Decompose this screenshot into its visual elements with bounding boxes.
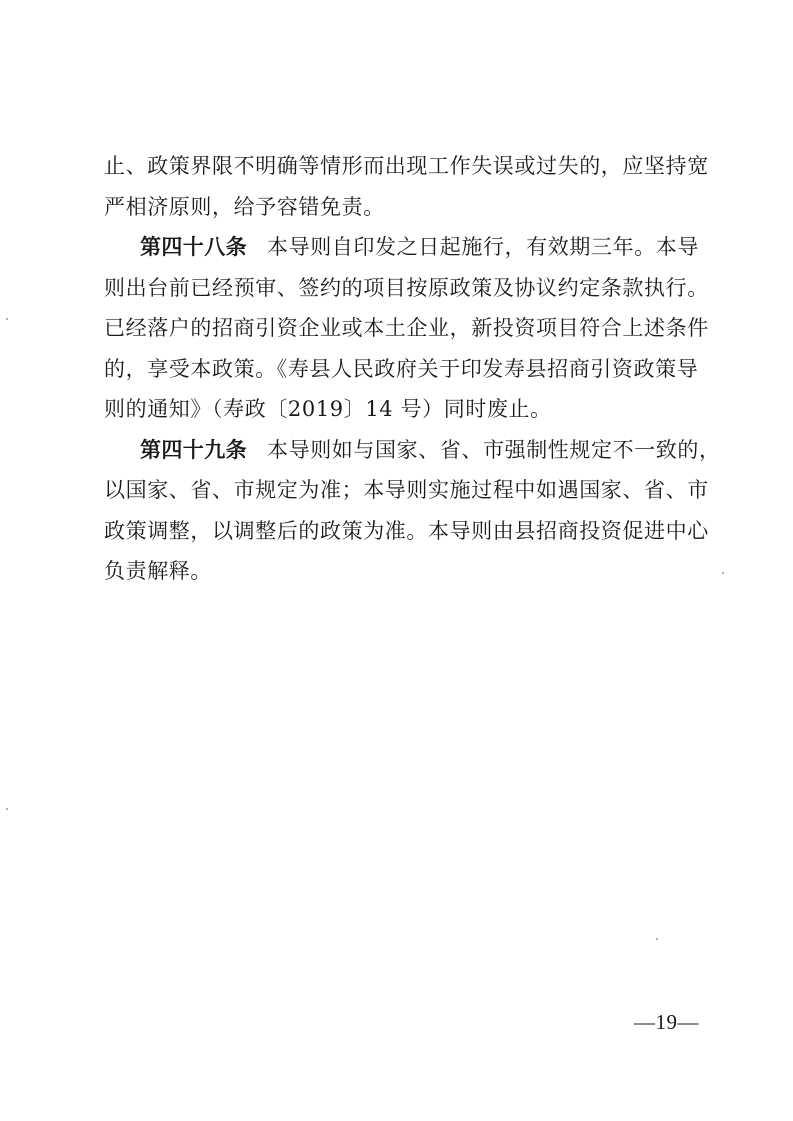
paragraph-line: 则出台前已经预审、签约的项目按原政策及协议约定条款执行。 — [104, 275, 709, 300]
paragraph-line: 本导则如与国家、省、市强制性规定不一致的， — [267, 437, 721, 462]
paragraph-line: 则的通知》（寿政〔2019〕14 号）同时废止。 — [104, 397, 552, 421]
scan-speck — [722, 572, 724, 574]
paragraph-line: 的，享受本政策。《寿县人民政府关于印发寿县招商引资政策导 — [104, 356, 699, 381]
scan-speck — [656, 938, 658, 940]
scan-speck — [6, 808, 8, 810]
article-48-label: 第四十八条 — [140, 235, 247, 259]
paragraph-line: 已经落户的招商引资企业或本土企业，新投资项目符合上述条件 — [104, 316, 709, 340]
paragraph-line: 政策调整，以调整后的政策为准。本导则由县招商投资促进中心 — [104, 518, 709, 543]
paragraph-line: 止、政策界限不明确等情形而出现工作失误或过失的，应坚持宽 — [104, 154, 709, 178]
article-49-label: 第四十九条 — [140, 437, 247, 462]
body-text — [104, 146, 721, 592]
article-49-first-line — [104, 430, 721, 471]
page-number: —19— — [634, 1010, 699, 1034]
article-48-first-line — [104, 227, 699, 268]
paragraph-line: 本导则自印发之日起施行，有效期三年。本导 — [267, 235, 699, 259]
paragraph-line: 严相济原则，给予容错免责。 — [104, 194, 385, 219]
paragraph-line: 以国家、省、市规定为准；本导则实施过程中如遇国家、省、市 — [104, 478, 709, 502]
scan-speck — [6, 318, 8, 320]
paragraph-line: 负责解释。 — [104, 559, 212, 583]
